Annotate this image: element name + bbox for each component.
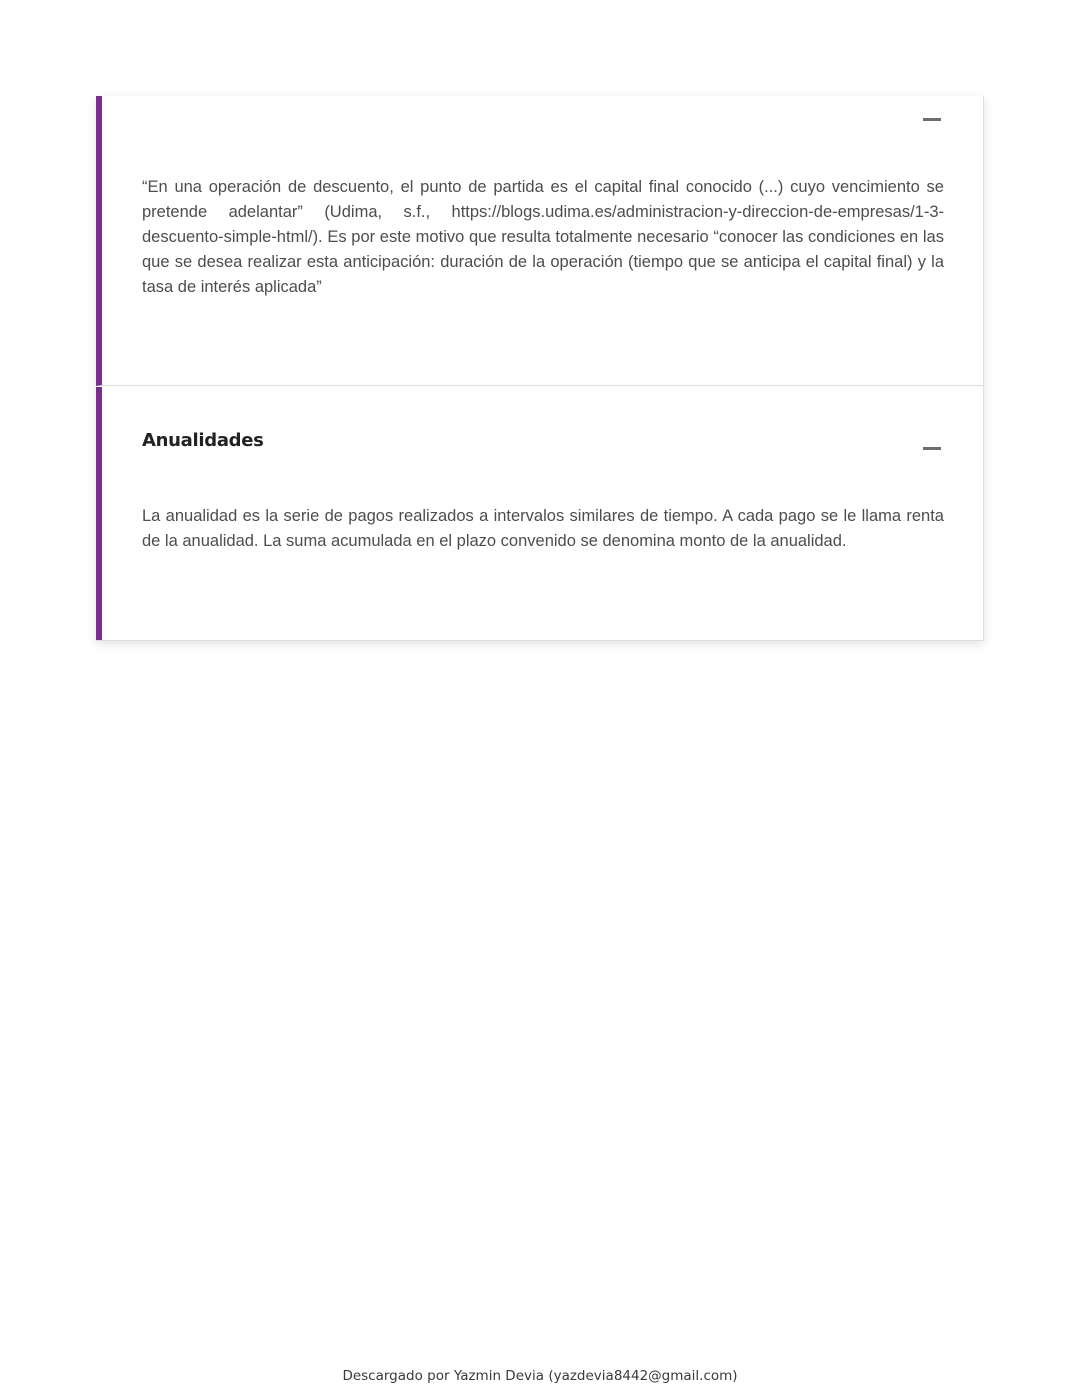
accordion <box>96 96 984 641</box>
section-body-text: “En una operación de descuento, el punto de partida es el capital final conocido (...) cuyo vencimiento se pretende adelantar” (Udima, s.f., https://blogs.udima.es/administracion-y-direccion-de-empresas/1-3-descuento-simple-html/). Es por este motivo que resulta totalmente necesario “conocer las condiciones en las que se desea realizar esta anticipación: duración de la operación (tiempo que se anticipa el capital final) y la tasa de interés aplicada” <box>142 178 944 296</box>
accordion-section-descuento <box>96 96 984 386</box>
minus-icon[interactable] <box>923 118 941 121</box>
section-title[interactable]: Anualidades <box>142 430 264 451</box>
download-footer: Descargado por Yazmin Devia (yazdevia8442@gmail.com) <box>342 1368 738 1384</box>
minus-icon[interactable] <box>923 447 941 450</box>
accordion-section-anualidades <box>96 387 984 640</box>
section-body-text: La anualidad es la serie de pagos realizados a intervalos similares de tiempo. A cada pago se le llama renta de la anualidad. La suma acumulada en el plazo convenido se denomina monto de la anualidad. <box>142 507 944 550</box>
